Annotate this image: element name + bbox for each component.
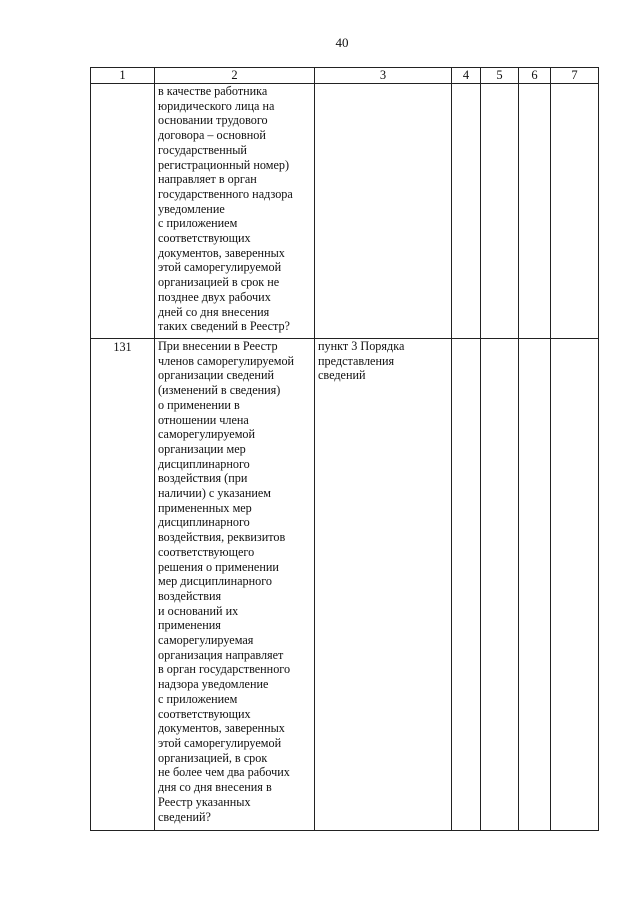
text-line: саморегулируемая <box>158 633 254 648</box>
text-line: этой саморегулируемой <box>158 735 282 750</box>
text-line: наличии) с указанием <box>158 486 272 501</box>
text-line: организации мер <box>158 441 246 456</box>
text-line: организации сведений <box>158 368 274 383</box>
empty-cell <box>551 84 599 339</box>
text-line: дисциплинарного <box>158 456 250 471</box>
text-line: документов, заверенных <box>158 721 285 736</box>
empty-cell <box>481 339 519 831</box>
text-line: с приложением <box>158 216 238 231</box>
text-line: примененных мер <box>158 500 252 515</box>
row-number-cell: 131 <box>91 339 155 831</box>
row-number-cell <box>91 84 155 339</box>
text-line: решения о применении <box>158 559 279 574</box>
text-line: мер дисциплинарного <box>158 574 272 589</box>
text-line: саморегулируемой <box>158 427 256 442</box>
text-line: юридического лица на <box>158 98 275 113</box>
text-line: дней со дня внесения <box>158 304 270 319</box>
empty-cell <box>519 339 551 831</box>
text-line: государственный <box>158 142 247 157</box>
text-line: направляет в орган <box>158 172 257 187</box>
text-line: сведений <box>318 368 366 383</box>
text-line: документов, заверенных <box>158 245 285 260</box>
text-line: таких сведений в Реестр? <box>158 319 290 334</box>
text-line: представления <box>318 353 395 368</box>
text-line: сведений? <box>158 809 211 824</box>
table-row <box>91 84 599 339</box>
text-line: организация направляет <box>158 647 284 662</box>
text-line: с приложением <box>158 691 238 706</box>
text-line: членов саморегулируемой <box>158 353 295 368</box>
empty-cell <box>551 339 599 831</box>
empty-cell <box>452 84 481 339</box>
text-line: соответствующих <box>158 231 251 246</box>
requirement-cell <box>155 339 315 831</box>
text-line: государственного надзора <box>158 186 293 201</box>
empty-cell <box>452 339 481 831</box>
text-line: воздействия, реквизитов <box>158 530 286 545</box>
requirement-cell <box>155 84 315 339</box>
text-line: организацией, в срок <box>158 750 268 765</box>
text-line: отношении члена <box>158 412 249 427</box>
text-line: организацией в срок не <box>158 275 280 290</box>
text-line: основании трудового <box>158 113 268 128</box>
requirements-table <box>90 67 599 831</box>
text-line: этой саморегулируемой <box>158 260 282 275</box>
text-line: пункт 3 Порядка <box>318 339 405 353</box>
text-line: и оснований их <box>158 603 239 618</box>
empty-cell <box>519 84 551 339</box>
column-header: 1 <box>91 68 155 84</box>
column-header: 4 <box>452 68 481 84</box>
table-header-row <box>91 68 599 84</box>
column-header: 7 <box>551 68 599 84</box>
text-line: в орган государственного <box>158 662 291 677</box>
empty-cell <box>481 84 519 339</box>
text-line: регистрационный номер) <box>158 157 290 172</box>
text-line: дисциплинарного <box>158 515 250 530</box>
text-line: соответствующих <box>158 706 251 721</box>
text-line: позднее двух рабочих <box>158 289 271 304</box>
text-line: о применении в <box>158 397 240 412</box>
text-line: соответствующего <box>158 544 255 559</box>
column-header: 3 <box>315 68 452 84</box>
text-line: Реестр указанных <box>158 794 251 809</box>
column-header: 5 <box>481 68 519 84</box>
text-line: договора – основной <box>158 128 266 143</box>
reference-cell <box>315 84 452 339</box>
text-line: (изменений в сведения) <box>158 383 281 398</box>
text-line: не более чем два рабочих <box>158 765 290 780</box>
text-line: При внесении в Реестр <box>158 339 278 353</box>
column-header: 6 <box>519 68 551 84</box>
text-line: в качестве работника <box>158 84 268 98</box>
text-line: дня со дня внесения в <box>158 780 272 795</box>
text-line: применения <box>158 618 221 633</box>
column-header: 2 <box>155 68 315 84</box>
text-line: уведомление <box>158 201 225 216</box>
table-row <box>91 339 599 831</box>
text-line: воздействия (при <box>158 471 248 486</box>
text-line: надзора уведомление <box>158 677 269 692</box>
reference-cell <box>315 339 452 831</box>
page-number: 40 <box>335 35 349 50</box>
text-line: воздействия <box>158 588 222 603</box>
